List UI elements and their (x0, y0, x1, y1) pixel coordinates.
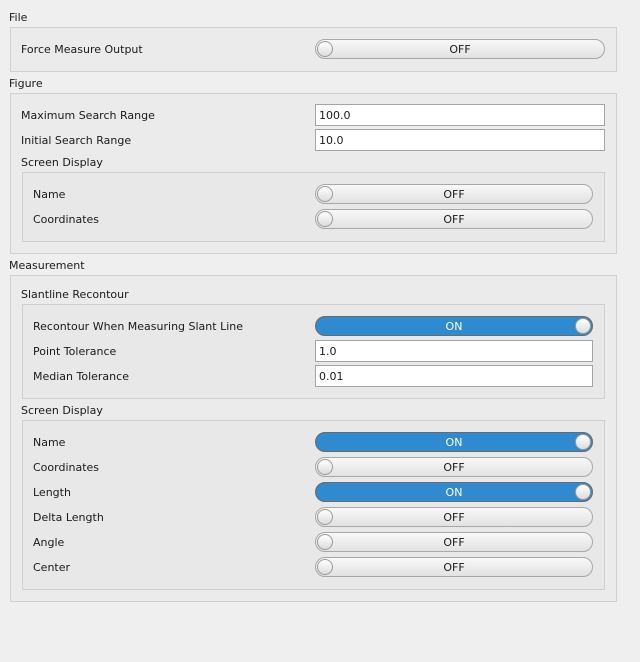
toggle-state-text: ON (445, 319, 463, 333)
figure-name-toggle[interactable] (315, 184, 593, 204)
measurement-coordinates-toggle[interactable] (315, 457, 593, 477)
max-search-range-input[interactable]: 100.0 (315, 104, 605, 126)
point-tolerance-input[interactable]: 1.0 (315, 340, 593, 362)
force-measure-output-label: Force Measure Output (21, 43, 143, 56)
file-section-title: File (9, 11, 28, 24)
measurement-center-toggle[interactable] (315, 557, 593, 577)
toggle-state-text: ON (445, 435, 463, 449)
measurement-center-label: Center (33, 561, 71, 574)
recontour-label: Recontour When Measuring Slant Line (33, 320, 243, 333)
figure-section-title: Figure (9, 77, 43, 90)
median-tolerance-label: Median Tolerance (33, 370, 129, 383)
toggle-state-text: ON (445, 485, 463, 499)
figure-name-label: Name (33, 188, 66, 201)
toggle-state-text: OFF (443, 535, 465, 549)
measurement-length-label: Length (33, 486, 71, 499)
measurement-length-toggle[interactable] (315, 482, 593, 502)
toggle-state-text: OFF (443, 187, 465, 201)
max-search-range-label: Maximum Search Range (21, 109, 155, 122)
measurement-screen-display-title: Screen Display (21, 404, 103, 417)
figure-screen-display-group (22, 172, 605, 242)
measurement-section-title: Measurement (9, 259, 85, 272)
toggle-state-text: OFF (443, 560, 465, 574)
measurement-name-label: Name (33, 436, 66, 449)
recontour-toggle[interactable] (315, 316, 593, 336)
figure-coordinates-toggle[interactable] (315, 209, 593, 229)
median-tolerance-input[interactable]: 0.01 (315, 365, 593, 387)
initial-search-range-label: Initial Search Range (21, 134, 132, 147)
toggle-state-text: OFF (449, 42, 471, 56)
figure-screen-display-title: Screen Display (21, 156, 103, 169)
toggle-state-text: OFF (443, 212, 465, 226)
toggle-state-text: OFF (443, 460, 465, 474)
measurement-angle-toggle[interactable] (315, 532, 593, 552)
measurement-delta-length-toggle[interactable] (315, 507, 593, 527)
slantline-recontour-title: Slantline Recontour (21, 288, 129, 301)
point-tolerance-label: Point Tolerance (33, 345, 117, 358)
initial-search-range-input[interactable]: 10.0 (315, 129, 605, 151)
toggle-state-text: OFF (443, 510, 465, 524)
measurement-delta-length-label: Delta Length (33, 511, 104, 524)
measurement-name-toggle[interactable] (315, 432, 593, 452)
figure-coordinates-label: Coordinates (33, 213, 100, 226)
measurement-angle-label: Angle (33, 536, 65, 549)
measurement-coordinates-label: Coordinates (33, 461, 100, 474)
force-measure-output-toggle[interactable] (315, 39, 605, 59)
